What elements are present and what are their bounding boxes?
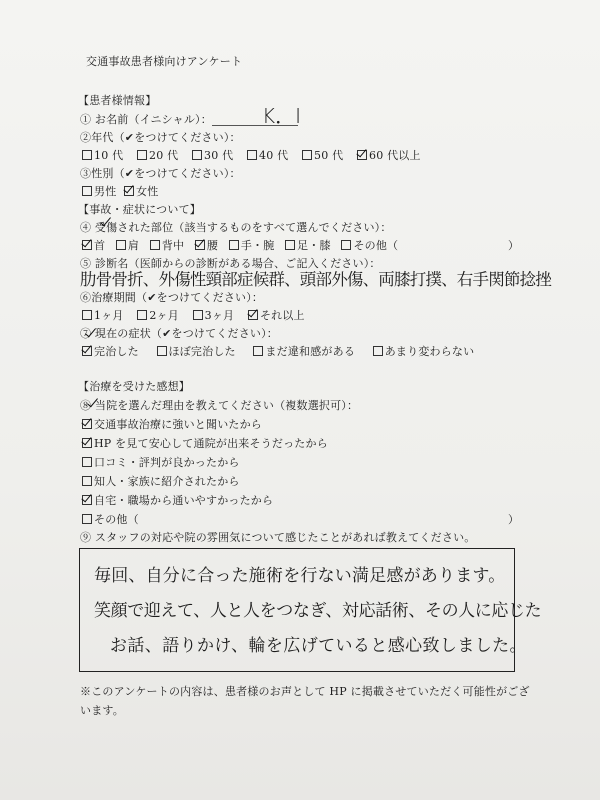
age-option[interactable]: 50 代 [302,149,343,163]
reason-option[interactable]: 自宅・職場から通いやすかったから [82,494,273,508]
footnote-line: ※このアンケートの内容は、患者様のお声として HP に掲載させていただく可能性がござ [80,685,530,698]
reason-other-close: ） [508,513,520,526]
section-patient-info: 【患者様情報】 [78,94,157,107]
q9-label: ⑨ スタッフの対応や院の雰囲気について感じたことがあれば教えてください。 [80,531,476,544]
reason-option[interactable]: 口コミ・評判が良かったから [82,456,240,470]
age-checkbox[interactable] [302,150,312,160]
q1-label: ① お名前（イニシャル）： [80,113,212,126]
body-part-checkbox[interactable] [116,240,126,250]
age-options [82,149,431,163]
reason-checkbox-checked[interactable] [82,419,92,429]
symptom-option[interactable]: 完治した [82,345,139,359]
q9-answer-line: お話、語りかけ、輪を広げていると感心致しました。 [110,636,527,656]
reason-checkbox[interactable] [82,514,92,524]
body-part-checkbox[interactable] [341,240,351,250]
reason-option-other[interactable]: その他（ [82,513,139,527]
body-part-checkbox[interactable] [229,240,239,250]
reason-option[interactable]: 交通事故治療に強いと聞いたから [82,418,262,432]
body-part-option[interactable]: 手・腕 [229,239,275,253]
body-part-option[interactable]: 腰 [195,239,218,253]
q1-answer: K．I [262,104,302,128]
gender-option[interactable]: 男性 [82,185,116,199]
period-checkbox[interactable] [137,310,147,320]
period-option[interactable]: それ以上 [248,309,305,323]
reason-option[interactable]: HP を見て安心して通院が出来そうだったから [82,437,328,451]
age-checkbox[interactable] [82,150,92,160]
reason-checkbox[interactable] [82,476,92,486]
period-checkbox-checked[interactable] [248,310,258,320]
body-part-options [82,239,398,253]
q8-label: ⑧ 当院を選んだ理由を教えてください（複数選択可）： [80,399,359,412]
body-part-option-other[interactable]: その他（ [341,239,398,253]
body-part-option[interactable]: 首 [82,239,105,253]
reason-checkbox-checked[interactable] [82,438,92,448]
period-checkbox[interactable] [193,310,203,320]
period-checkbox[interactable] [82,310,92,320]
q2-label: ②年代（✔をつけてください）： [80,131,241,144]
age-option[interactable]: 10 代 [82,149,123,163]
section-impressions: 【治療を受けた感想】 [78,380,190,393]
age-option[interactable]: 60 代以上 [357,149,421,163]
period-option[interactable]: 3ヶ月 [193,309,235,323]
section-accident: 【事故・症状について】 [78,203,201,216]
symptom-option[interactable]: あまり変わらない [373,345,475,359]
period-option[interactable]: 1ヶ月 [82,309,124,323]
body-part-checkbox[interactable] [150,240,160,250]
symptom-checkbox[interactable] [253,346,263,356]
age-checkbox[interactable] [192,150,202,160]
period-option[interactable]: 2ヶ月 [137,309,179,323]
body-part-checkbox[interactable] [285,240,295,250]
body-part-option[interactable]: 肩 [116,239,139,253]
age-option[interactable]: 30 代 [192,149,233,163]
age-checkbox[interactable] [137,150,147,160]
gender-option[interactable]: 女性 [124,185,158,199]
age-checkbox-checked[interactable] [357,150,367,160]
q9-answer-line: 笑顔で迎えて、人と人をつなぎ、対応話術、その人に応じた [94,601,542,621]
symptom-option[interactable]: まだ違和感がある [253,345,355,359]
body-part-option[interactable]: 背中 [150,239,184,253]
body-part-checkbox-checked[interactable] [82,240,92,250]
gender-checkbox-checked[interactable] [124,186,134,196]
body-part-checkbox-checked[interactable] [195,240,205,250]
reason-checkbox[interactable] [82,457,92,467]
body-part-other-close: ） [508,239,520,252]
symptom-checkbox-checked[interactable] [82,346,92,356]
q4-label: ④ 受傷された部位（該当するものをすべて選んでください）： [80,221,392,234]
q5-answer: 肋骨骨折、外傷性頸部症候群、頭部外傷、両膝打撲、右手関節捻挫 [80,270,552,289]
age-option[interactable]: 40 代 [247,149,288,163]
q3-label: ③性別（✔をつけてください）： [80,167,241,180]
q7-label: ⑦ 現在の症状（✔をつけてください）： [80,327,279,340]
document-title: 交通事故患者様向けアンケート [86,55,243,68]
age-option[interactable]: 20 代 [137,149,178,163]
gender-checkbox[interactable] [82,186,92,196]
gender-options [82,185,169,199]
symptom-checkbox[interactable] [373,346,383,356]
age-checkbox[interactable] [247,150,257,160]
symptom-option[interactable]: ほぼ完治した [157,345,236,359]
reason-checkbox-checked[interactable] [82,495,92,505]
reason-option[interactable]: 知人・家族に紹介されたから [82,475,240,489]
symptom-checkbox[interactable] [157,346,167,356]
period-options [82,309,315,323]
symptom-options [82,345,484,359]
footnote-line: います。 [80,704,124,717]
body-part-option[interactable]: 足・膝 [285,239,331,253]
q5-label: ⑤ 診断名（医師からの診断がある場合、ご記入ください）： [80,257,381,270]
q6-label: ⑥治療期間（✔をつけてください）： [80,291,264,304]
q9-answer-line: 毎回、自分に合った施術を行ない満足感があります。 [94,566,506,586]
